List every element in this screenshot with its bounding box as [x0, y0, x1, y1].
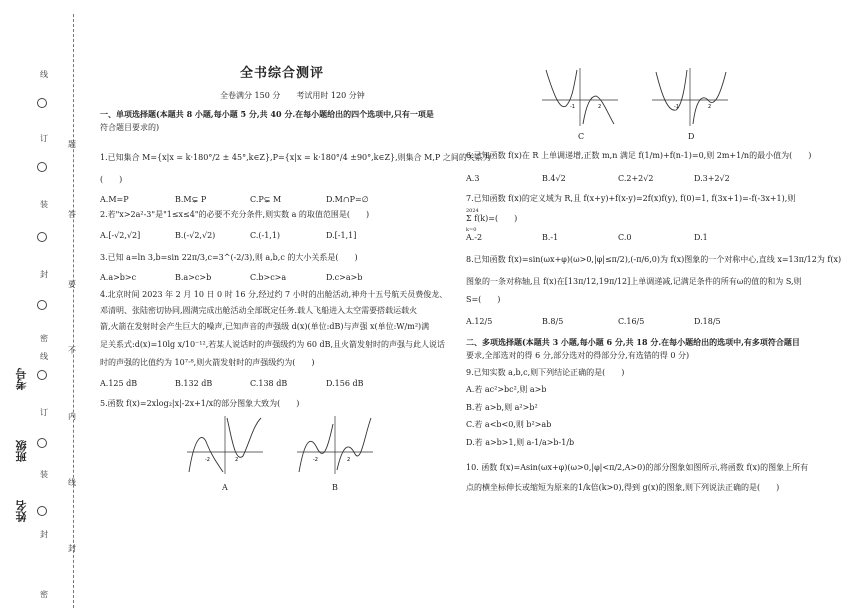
binding-hole — [37, 438, 47, 448]
exam-meta: 全卷满分 150 分 考试用时 120 分钟 — [220, 91, 365, 100]
q8-option-c: C.16/5 — [618, 317, 645, 326]
question-3-text: 3.已知 a=ln 3,b=sin 22π/3,c=3^(-2/3),则 a,b,c 的大小关系是( ) — [100, 253, 358, 262]
q1-option-b: B.M⊊ P — [175, 195, 207, 204]
q1-option-a: A.M=P — [100, 195, 129, 204]
binding-mark: 封 — [40, 270, 48, 279]
question-8-line-3: S=( ) — [466, 295, 501, 304]
question-9-text: 9.已知实数 a,b,c,则下列结论正确的是( ) — [466, 368, 625, 377]
svg-text:2: 2 — [235, 457, 239, 463]
q3-option-a: A.a>b>c — [100, 273, 137, 282]
q6-option-a: A.3 — [466, 174, 480, 183]
question-10-line-2: 点的横坐标伸长或缩短为原来的1/k倍(k>0),得到 g(x)的图象,则下列说法正确的是( ) — [466, 483, 780, 492]
q8-option-d: D.18/5 — [694, 317, 721, 326]
binding-hole — [37, 162, 47, 172]
question-4-line-3: 箭,火箭在发射时会产生巨大的噪声,已知声音的声强级 d(x)(单位:dB)与声强 x(单位:W/m²)满 — [100, 322, 430, 331]
svg-text:-1: -1 — [674, 104, 679, 110]
q2-option-b: B.(-√2,√2) — [175, 231, 216, 240]
graph-d — [650, 66, 730, 128]
q9-option-c: C.若 a<b<0,则 b²>ab — [466, 420, 552, 429]
page-title: 全书综合测评 — [240, 66, 325, 81]
graph-a-label: A — [222, 483, 228, 492]
binding-dashed-line — [73, 14, 74, 608]
binding-mark: 内 — [68, 412, 76, 421]
q4-option-a: A.125 dB — [100, 379, 138, 388]
svg-text:-1: -1 — [570, 104, 575, 110]
section-1-heading-cont: 符合题目要求的) — [100, 123, 160, 132]
binding-hole — [37, 370, 47, 380]
binding-mark: 不 — [68, 346, 76, 355]
q3-option-c: C.b>c>a — [250, 273, 287, 282]
svg-text:-2: -2 — [313, 457, 318, 463]
q2-option-c: C.(-1,1) — [250, 231, 281, 240]
section-2-heading-cont: 要求,全部选对的得 6 分,部分选对的得部分分,有选错的得 0 分) — [466, 351, 690, 360]
question-5-text: 5.函数 f(x)=2xlog₂|x|-2x+1/x的部分图象大致为( ) — [100, 399, 300, 408]
q3-option-b: B.a>c>b — [175, 273, 212, 282]
q8-option-a: A.12/5 — [466, 317, 493, 326]
q7-option-c: C.0 — [618, 233, 632, 242]
binding-mark: 线 — [40, 70, 48, 79]
question-7-text: 7.已知函数 f(x)的定义域为 R,且 f(x+y)+f(x-y)=2f(x)f(y), f(0)=1, f(3x+1)=-f(-3x+1),则 — [466, 194, 796, 203]
binding-mark: 订 — [40, 408, 48, 417]
binding-mark: 装 — [40, 470, 48, 479]
binding-hole — [37, 98, 47, 108]
question-1-text: 1.已知集合 M={x|x = k·180°/2 ± 45°,k∈Z},P={x|x = k·180°/4 ±90°,k∈Z},则集合 M,P 之间的关系为 — [100, 153, 491, 162]
q6-option-c: C.2+2√2 — [618, 174, 654, 183]
binding-hole — [37, 300, 47, 310]
q7-sum-upper: 2024 — [466, 208, 479, 214]
binding-margin — [0, 0, 80, 608]
binding-mark: 订 — [40, 134, 48, 143]
graph-c-label: C — [578, 132, 585, 141]
class-label: 班级 — [15, 440, 28, 462]
svg-text:2: 2 — [708, 104, 712, 110]
question-1-paren: ( ) — [100, 175, 123, 184]
q9-option-a: A.若 ac²>bc²,则 a>b — [466, 385, 547, 394]
q4-option-c: C.138 dB — [250, 379, 288, 388]
graph-d-label: D — [688, 132, 695, 141]
q2-option-a: A.[-√2,√2] — [100, 231, 141, 240]
question-10-line-1: 10. 函数 f(x)=Asin(ωx+φ)(ω>0,|φ|<π/2,A>0)的部分图象如图所示,将函数 f(x)的图象上所有 — [466, 463, 809, 472]
section-2-heading: 二、多项选择题(本题共 3 小题,每小题 6 分,共 18 分.在每小题给出的选项中,有多项符合题目 — [466, 337, 800, 347]
binding-mark: 装 — [40, 200, 48, 209]
binding-hole — [37, 506, 47, 516]
binding-mark: 封 — [40, 530, 48, 539]
question-2-text: 2.若"x>2a²-3"是"1≤x≤4"的必要不充分条件,则实数 a 的取值范围是( ) — [100, 210, 370, 219]
q6-option-d: D.3+2√2 — [694, 174, 730, 183]
question-4-line-4: 足关系式:d(x)=10lg x/10⁻¹²,若某人说话时的声强级约为 60 dB,且火箭发射时的声强与此人说话 — [100, 340, 446, 349]
exam-number-label: 考号 — [15, 368, 28, 390]
q4-option-b: B.132 dB — [175, 379, 213, 388]
binding-mark: 要 — [68, 280, 76, 289]
svg-text:-2: -2 — [205, 457, 210, 463]
binding-mark: 答 — [68, 210, 76, 219]
q6-option-b: B.4√2 — [542, 174, 566, 183]
binding-mark: 密 — [40, 590, 48, 599]
question-4-line-5: 时的声强的比值约为 10⁷·⁸,则火箭发射时的声强级约为( ) — [100, 358, 315, 367]
section-1-heading: 一、单项选择题(本题共 8 小题,每小题 5 分,共 40 分.在每小题给出的四个选项中,只有一项是 — [100, 109, 434, 119]
q7-option-b: B.-1 — [542, 233, 559, 242]
q1-option-d: D.M∩P=∅ — [326, 195, 369, 204]
q2-option-d: D.[-1,1] — [326, 231, 357, 240]
q8-option-b: B.8/5 — [542, 317, 564, 326]
binding-mark: 线 — [68, 478, 76, 487]
q3-option-d: D.c>a>b — [326, 273, 363, 282]
question-4-line-2: 邓清明、张陆密切协同,圆满完成出舱活动全部既定任务.载人飞船进入太空需要搭载运载火 — [100, 306, 418, 315]
binding-mark: 密 — [40, 334, 48, 343]
binding-mark: 线 — [40, 352, 48, 361]
question-8-line-2: 图象的一条对称轴,且 f(x)在[13π/12,19π/12]上单调递减,记满足条件的所有ω的值的和为 S,则 — [466, 277, 802, 286]
svg-text:2: 2 — [598, 104, 602, 110]
name-label: 姓名 — [15, 500, 28, 522]
graph-a — [185, 414, 265, 476]
q9-option-d: D.若 a>b>1,则 a-1/a>b-1/b — [466, 438, 575, 447]
question-4-line-1: 4.北京时间 2023 年 2 月 10 日 0 时 16 分,经过约 7 小时的出舱活动,神舟十五号航天员费俊龙、 — [100, 290, 448, 299]
q7-option-a: A.-2 — [466, 233, 483, 242]
question-6-text: 6.已知函数 f(x)在 R 上单调递增,正数 m,n 满足 f(1/m)+f(n-1)=0,则 2m+1/n的最小值为( ) — [466, 151, 812, 160]
binding-mark: 题 — [68, 140, 76, 149]
binding-hole — [37, 232, 47, 242]
graph-b — [295, 414, 375, 476]
q4-option-d: D.156 dB — [326, 379, 364, 388]
q9-option-b: B.若 a>b,则 a²>b² — [466, 403, 538, 412]
binding-mark: 封 — [68, 544, 76, 553]
q7-sum-lower: k=0 — [466, 227, 477, 233]
q1-option-c: C.P⊊ M — [250, 195, 282, 204]
q7-option-d: D.1 — [694, 233, 708, 242]
question-8-line-1: 8.已知函数 f(x)=sin(ωx+φ)(ω>0,|φ|≤π/2),(-π/6,0)为 f(x)图象的一个对称中心,直线 x=13π/12为 f(x) — [466, 255, 842, 264]
graph-b-label: B — [332, 483, 338, 492]
q7-sum: Σ f(k)=( ) — [466, 214, 518, 223]
svg-text:2: 2 — [347, 457, 351, 463]
graph-c — [540, 66, 620, 128]
